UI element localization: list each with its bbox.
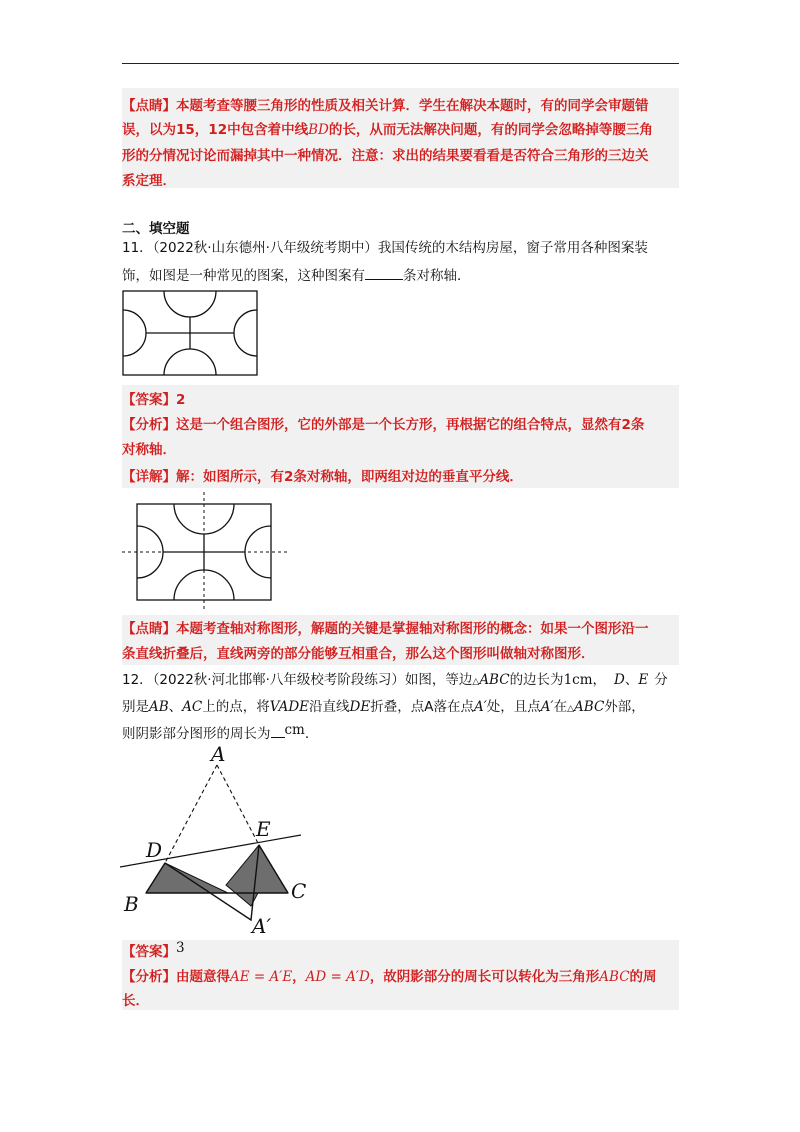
- note1-line-4: 系定理．: [122, 173, 176, 189]
- q11-symmetry-axes-figure: [122, 492, 288, 612]
- label-A-prime: A′: [252, 914, 271, 938]
- a11-analysis-line-1: 【分析】这是一个组合图形，它的外部是一个长方形，再根据它的组合特点，显然有2条: [122, 417, 645, 433]
- q12-line-2: 别是AB、AC上的点，将VADE沿直线DE折叠，点A落在点A′处，且点A′在△ABC外部，: [122, 699, 645, 715]
- a11-answer-line: [122, 390, 185, 410]
- a12-answer-line: [122, 942, 185, 962]
- a11-note-tag: 【点睛】: [122, 621, 176, 637]
- q11-answer-blank: [365, 279, 403, 280]
- q12-line-1: 12．（2022秋·河北邯郸·八年级校考阶段练习）如图，等边△ABC的边长为1cm， D、E 分: [122, 672, 668, 688]
- q12-number: 12．: [122, 672, 153, 688]
- a11-answer-value: 2: [176, 392, 186, 408]
- note1-tag: 【点睛】: [122, 98, 176, 114]
- a11-note-line-2: 条直线折叠后，直线两旁的部分能够互相重合，那么这个图形叫做轴对称图形．: [122, 646, 595, 662]
- a12-answer-tag: 【答案】: [122, 944, 176, 960]
- q11-window-pattern-figure: [122, 290, 258, 376]
- label-C: C: [291, 879, 307, 903]
- a11-note-line-1: 【点睛】本题考查轴对称图形，解题的关键是掌握轴对称图形的概念：如果一个图形沿一: [122, 621, 649, 637]
- label-B: B: [124, 892, 139, 916]
- header-rule: [122, 63, 679, 64]
- q11-line-2: 饰，如图是一种常见的图案，这种图案有 条对称轴．: [122, 268, 471, 284]
- q12-answer-blank: [271, 737, 285, 738]
- q11-source: （2022秋·山东德州·八年级统考期中）: [152, 240, 378, 256]
- a11-analysis-tag: 【分析】: [122, 417, 176, 433]
- a12-analysis-line-1: 【分析】由题意得AE = A′E，AD = A′D，故阴影部分的周长可以转化为三角形ABC的周: [122, 969, 657, 985]
- q12-line-3: 则阴影部分图形的周长为 cm．: [122, 722, 319, 742]
- q11-line-1: 11．（2022秋·山东德州·八年级统考期中）我国传统的木结构房屋，窗子常用各种图案装: [122, 240, 648, 256]
- a11-detail-tag: 【详解】: [122, 469, 176, 485]
- q11-number: 11．: [122, 240, 153, 256]
- a12-analysis-tag: 【分析】: [122, 969, 176, 985]
- note1-line-1: 【点睛】本题考查等腰三角形的性质及相关计算．学生在解决本题时，有的同学会审题错: [122, 98, 649, 114]
- label-E: E: [256, 817, 271, 841]
- a11-analysis-line-2: 对称轴．: [122, 442, 176, 458]
- note1-line-2: 误，以为15，12中包含着中线BD的长，从而无法解决问题，有的同学会忽略掉等腰三角: [122, 122, 653, 138]
- a12-analysis-line-2: 长．: [122, 993, 149, 1009]
- a11-detail-line: 【详解】解：如图所示，有2条对称轴，即两组对边的垂直平分线．: [122, 469, 523, 485]
- a11-answer-tag: 【答案】: [122, 392, 176, 408]
- q12-triangle-figure: [118, 742, 318, 940]
- shaded-region-right: [226, 845, 288, 906]
- label-D: D: [146, 838, 163, 862]
- a12-answer-value: 3: [176, 940, 185, 956]
- q12-source: （2022秋·河北邯郸·八年级校考阶段练习）: [152, 672, 405, 688]
- note1-line-3: 形的分情况讨论而漏掉其中一种情况．注意：求出的结果要看看是否符合三角形的三边关: [122, 148, 649, 164]
- section-title: 二、填空题: [122, 221, 190, 237]
- label-A: A: [211, 742, 226, 766]
